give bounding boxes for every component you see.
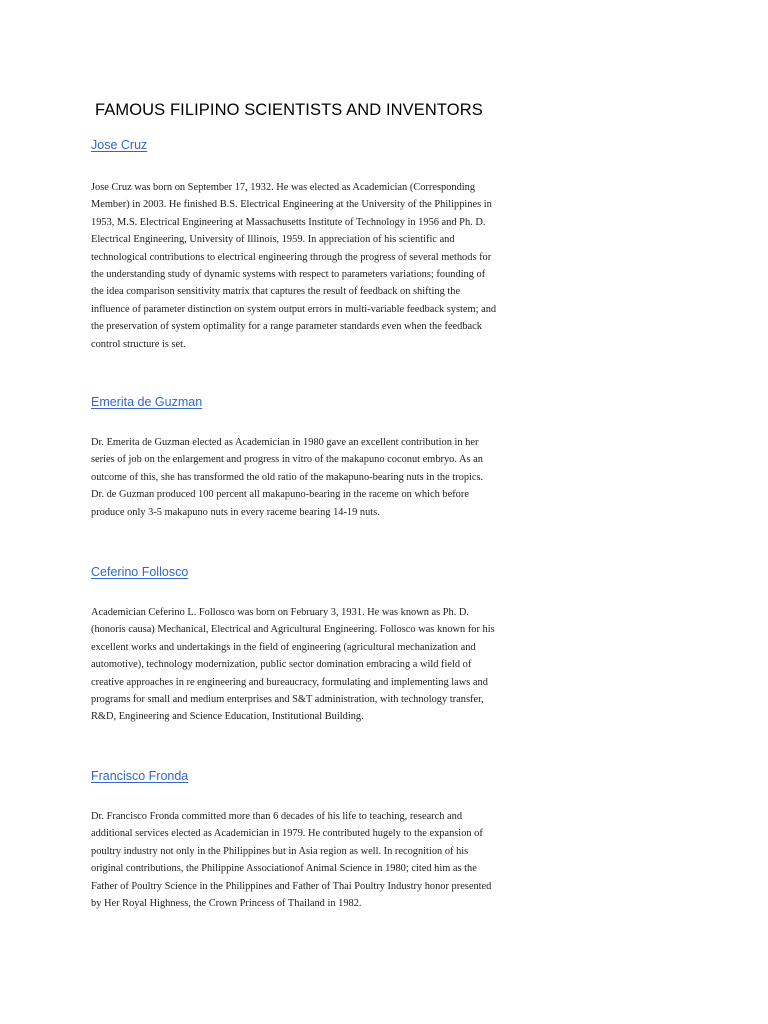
section-heading-link[interactable]: Emerita de Guzman [91, 395, 203, 409]
section-heading-link[interactable]: Francisco Fronda [91, 769, 189, 783]
section-body-text: Jose Cruz was born on September 17, 1932. He was elected as Academician (Corresponding Member) in 2003. He finished B.S. Electrical Engineering at the University of the Philippines in 1953, M.S. Electrical Engineering at Massachusetts Institute of Technology in 1956 and Ph. D. Electrical Engineering, University of Illinois, 1959. In appreciation of his scientific and technological contributions to electrical engineering through the progress of several methods for the understanding study of dynamic systems with respect to parameters variations; founding of the idea comparison sensitivity matrix that captures the result of feedback on shifting the influence of parameter distinction on system output errors in multi-variable feedback system; and the preservation of system optimality for a range parameter standards even when the feedback control structure is set. [91, 182, 497, 350]
section-jose-cruz [91, 136, 541, 353]
section-heading-link[interactable]: Ceferino Follosco [91, 565, 189, 579]
document-title: FAMOUS FILIPINO SCIENTISTS AND INVENTORS [95, 101, 483, 119]
section-body-text: Academician Ceferino L. Follosco was born on February 3, 1931. He was known as Ph. D. (honoris causa) Mechanical, Electrical and Agricultural Engineering. Follosco was known for his excellent works and undertakings in the field of engineering (agricultural mechanization and automotive), technology modernization, public sector domination embracing a wild field of creative approaches in re engineering and bureaucracy, formulating and implementing laws and programs for small and medium enterprises and S&T administration, with technology transfer, R&D, Engineering and Science Education, Institutional Building. [91, 607, 495, 723]
section-emerita-de-guzman [91, 393, 541, 521]
section-body-text: Dr. Emerita de Guzman elected as Academician in 1980 gave an excellent contribution in her series of job on the enlargement and progress in vitro of the makapuno coconut embryo. As an outcome of this, she has transformed the old ratio of the makapuno-bearing nuts in the tropics. Dr. de Guzman produced 100 percent all makapuno-bearing in the raceme on which before produce only 3-5 makapuno nuts in every raceme bearing 14-19 nuts. [91, 437, 484, 518]
section-heading-link[interactable]: Jose Cruz [91, 138, 148, 152]
section-francisco-fronda [91, 767, 541, 912]
section-body-text: Dr. Francisco Fronda committed more than 6 decades of his life to teaching, research and additional services elected as Academician in 1979. He contributed hugely to the expansion of poultry industry not only in the Philippines but in Asia region as well. In recognition of his original contributions, the Philippine Associationof Animal Science in 1980; cited him as the Father of Poultry Science in the Philippines and Father of Thai Poultry Industry honor presented by Her Royal Highness, the Crown Princess of Thailand in 1982. [91, 811, 492, 910]
section-ceferino-follosco [91, 563, 541, 726]
